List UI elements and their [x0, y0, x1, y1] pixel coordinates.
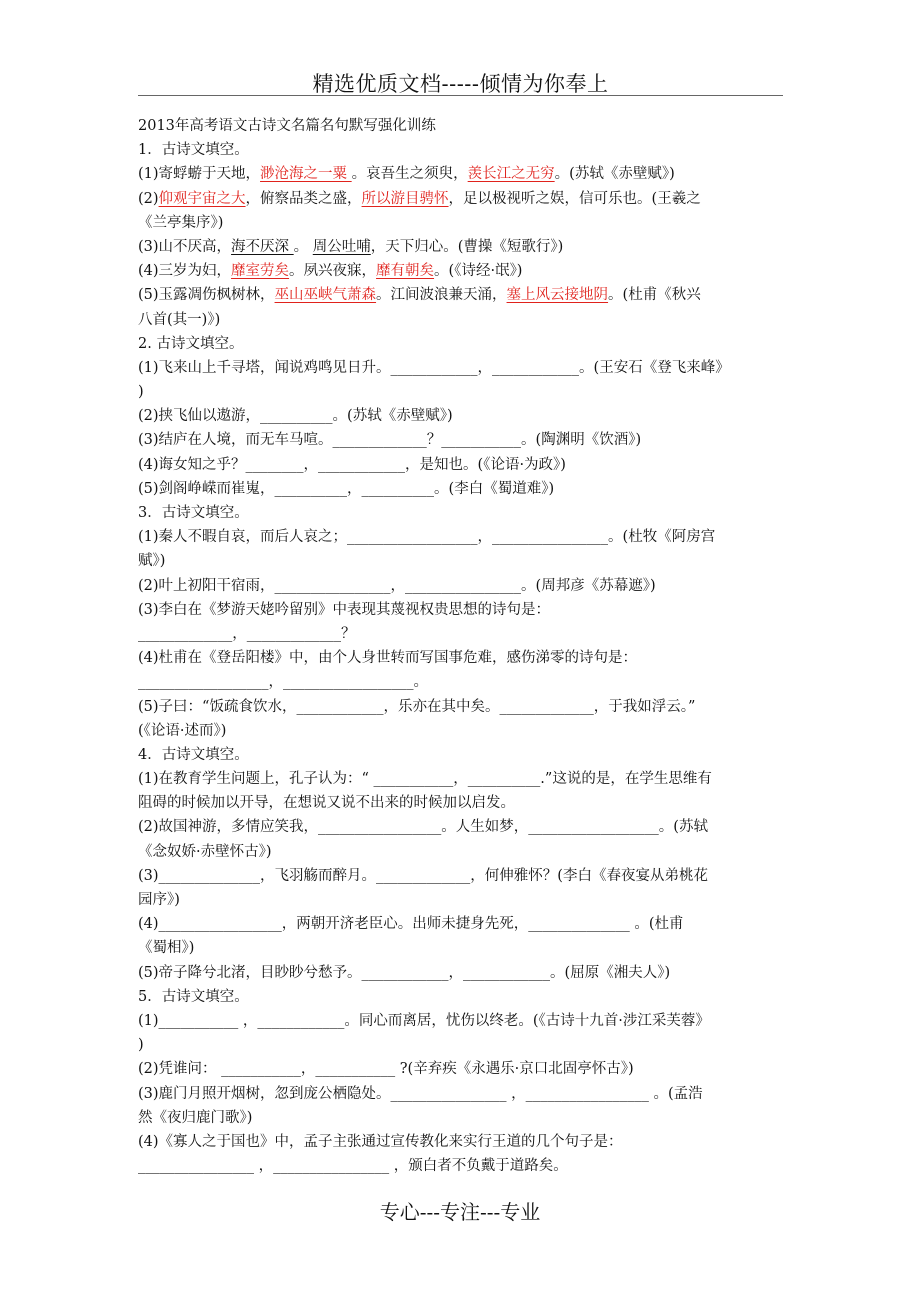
text-line [138, 235, 783, 259]
line-text: ) [138, 384, 144, 401]
line-text: 八首(其一)》) [138, 311, 221, 328]
line-text: ，天下归心。(曹操《短歌行》) [370, 238, 564, 255]
line-text: 然《夜归鹿门歌》) [138, 1109, 253, 1126]
text-line [138, 719, 783, 743]
line-text: (5)子曰：“饭疏食饮水，____________，乐亦在其中矣。_____________，于我如浮云。” [138, 698, 696, 715]
line-text: __________________，__________________。 [138, 674, 428, 691]
text-line [138, 1082, 783, 1106]
line-text: 。(杜甫《秋兴 [608, 287, 701, 304]
text-line [138, 936, 783, 960]
line-text: (《论语·述而》) [138, 722, 227, 739]
line-text: (4)《寡人之于国也》中，孟子主张通过宣传教化来实行王道的几个句子是： [138, 1133, 623, 1150]
text-line [138, 259, 783, 283]
text-line [138, 525, 783, 549]
answer-text: 仰观宇宙之大 [158, 190, 246, 207]
line-text: 3．古诗文填空。 [138, 505, 249, 521]
line-text: 2. 古诗文填空。 [138, 335, 244, 352]
text-line [138, 501, 783, 525]
line-text: 园序》) [138, 892, 180, 908]
text-line [138, 308, 783, 332]
line-text: (4)_________________，两朝开济老臣心。出师未捷身先死，______________ 。(杜甫 [138, 916, 684, 933]
line-text: 。 [293, 238, 313, 255]
line-text: (4)诲女知之乎？________，____________，是知也。(《论语·为政》) [138, 456, 566, 473]
text-line [138, 840, 783, 864]
line-text: 《念奴娇·赤壁怀古》) [138, 843, 272, 860]
text-line [138, 356, 783, 380]
line-text: 《兰亭集序》) [138, 214, 224, 231]
text-line [138, 283, 783, 307]
text-line [138, 428, 783, 452]
text-line [138, 574, 783, 598]
text-line [138, 1033, 783, 1057]
text-line [138, 961, 783, 985]
line-text: ) [138, 1037, 144, 1054]
text-line [138, 380, 783, 404]
line-text: (2)故国神游，多情应笑我，_________________。人生如梦，__________________。(苏轼 [138, 819, 708, 836]
page-header-title: 精选优质文档-----倾情为你奉上 [312, 72, 609, 96]
line-text: (2) [138, 190, 159, 207]
line-text: (2)叶上初阳干宿雨，________________，________________。(周邦彦《苏幕遮》) [138, 577, 656, 594]
line-text: (4)杜甫在《登岳阳楼》中，由个人身世转而写国事危难，感伤涕零的诗句是： [138, 650, 638, 667]
answer-text: 塞上风云接地阴 [506, 287, 609, 304]
line-text: 。夙兴夜寐， [289, 263, 377, 280]
line-text: ，足以极视听之娱，信可乐也。(王羲之 [448, 190, 701, 207]
line-text: (5)玉露凋伤枫树林， [138, 287, 275, 304]
text-line [138, 743, 783, 767]
line-text: (3)______________，飞羽觞而醉月。_____________，何伸雅怀？(李白《春夜宴从弟桃花 [138, 867, 708, 884]
line-text: _____________，_____________？ [138, 625, 356, 642]
text-line [138, 404, 783, 428]
line-text: 4．古诗文填空。 [138, 746, 249, 763]
answer-text: 羡长江之无穷 [467, 166, 555, 183]
page-footer-text: 专心---专注---专业 [379, 1200, 541, 1224]
text-line [138, 695, 783, 719]
text-line [138, 767, 783, 791]
text-line [138, 1057, 783, 1081]
text-line [138, 187, 783, 211]
document-lines [138, 138, 783, 1178]
underlined-answer: 海不厌深 [231, 238, 294, 255]
text-line [138, 622, 783, 646]
answer-text: 渺沧海之一粟 [260, 166, 352, 183]
document-title: 2013年高考语文古诗文名篇名句默写强化训练 [138, 118, 436, 134]
line-text: 。江间波浪兼天涌， [376, 287, 507, 304]
text-line [138, 549, 783, 573]
answer-text: 所以游目骋怀 [361, 190, 449, 207]
line-text: 阻碍的时候加以开导，在想说又说不出来的时候加以启发。 [138, 795, 515, 812]
text-line [138, 670, 783, 694]
line-text: 5．古诗文填空。 [138, 988, 249, 1005]
line-text: (1)在教育学生问题上，孔子认为：“ ___________，__________.”这说的是，在学生思维有 [138, 771, 712, 788]
line-text: 赋》) [138, 553, 166, 570]
text-line [138, 888, 783, 912]
line-text: 。(苏轼《赤壁赋》) [554, 166, 675, 183]
line-text: ，俯察品类之盛， [245, 190, 362, 207]
text-line [138, 598, 783, 622]
text-line [138, 138, 783, 162]
line-text: 。哀吾生之须臾， [351, 166, 468, 183]
line-text: (5)帝子降兮北渚，目眇眇兮愁予。____________，____________。(屈原《湘夫人》) [138, 964, 671, 981]
text-line [138, 1009, 783, 1033]
header-divider [138, 95, 783, 96]
line-text: (5)剑阁峥嵘而崔嵬，__________，__________。(李白《蜀道难》) [138, 480, 555, 497]
text-line [138, 864, 783, 888]
line-text: (2)挟飞仙以遨游，__________。(苏轼《赤壁赋》) [138, 408, 453, 425]
line-text: (4)三岁为妇， [138, 263, 232, 280]
text-line [138, 646, 783, 670]
text-line [138, 453, 783, 477]
text-line [138, 477, 783, 501]
line-text: (3)李白在《梦游天姥吟留别》中表现其蔑视权贵思想的诗句是： [138, 601, 551, 618]
text-line [138, 1106, 783, 1130]
document-body [138, 114, 783, 1178]
text-line [138, 912, 783, 936]
line-text: 。(《诗经·氓》) [434, 263, 523, 280]
text-line [138, 1154, 783, 1178]
line-text: (1)飞来山上千寻塔，闻说鸡鸣见日升。____________，____________。(王安石《登飞来峰》 [138, 359, 730, 376]
line-text: (2)凭谁问： ___________，___________ ?(辛弃疾《永遇乐·京口北固亭怀古》) [138, 1061, 634, 1078]
line-text: (3)鹿门月照开烟树，忽到庞公栖隐处。________________ ，_________________ 。(孟浩 [138, 1085, 703, 1102]
line-text: (1)寄蜉蝣于天地， [138, 166, 261, 183]
underlined-answer: 周公吐哺 [312, 238, 371, 255]
text-line [138, 1130, 783, 1154]
answer-text: 靡室劳矣 [231, 263, 290, 280]
line-text: (1)秦人不暇自哀，而后人哀之；__________________，________________。(杜牧《阿房宫 [138, 529, 716, 546]
line-text: 1．古诗文填空。 [138, 142, 249, 159]
answer-text: 靡有朝矣 [376, 263, 435, 280]
line-text: 《蜀相》) [138, 940, 195, 957]
text-line [138, 791, 783, 815]
text-line [138, 815, 783, 839]
text-line [138, 985, 783, 1009]
line-text: (3)山不厌高， [138, 238, 232, 255]
line-text: ________________ ，________________ ，颁白者不负戴于道路矣。 [138, 1158, 568, 1175]
line-text: (1)___________ ，____________。同心而离居，忧伤以终老。(《古诗十九首·涉江采芙蓉》 [138, 1012, 710, 1029]
text-line [138, 332, 783, 356]
text-line [138, 211, 783, 235]
text-line [138, 162, 783, 186]
line-text: (3)结庐在人境，而无车马喧。_____________？___________。(陶渊明《饮酒》) [138, 432, 642, 449]
answer-text: 巫山巫峡气萧森 [274, 287, 377, 304]
